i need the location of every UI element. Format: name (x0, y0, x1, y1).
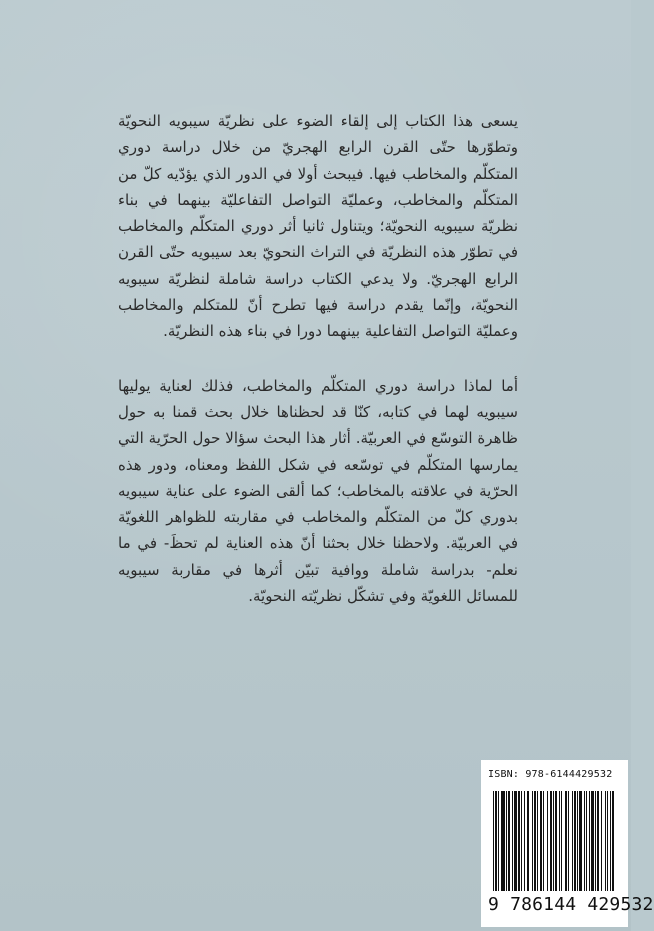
barcode-digits: 9 786144 429532 (488, 894, 654, 915)
isbn-label: ISBN: 978-6144429532 (488, 769, 613, 780)
description-text (118, 108, 518, 609)
isbn-barcode (481, 760, 654, 927)
barcode-bars (493, 791, 616, 891)
description-paragraph-1: يسعى هذا الكتاب إلى إلقاء الضوء على نظريّة سيبويه النحويّة وتطوّرها حتّى القرن الرابع الهجريّ من خلال دراسة دوري المتكلّم والمخاطب فيها. فيبحث أولا في الدور الذي يؤدّيه كلّ من المتكلّم والمخاطب، وعمليّة التواصل التفاعليّة بينهما في بناء نظريّة سيبويه النحويّة؛ ويتناول ثانيا أثر دوري المتكلّم والمخاطب في تطوّر هذه النظريّة في التراث النحويّ بعد سيبويه حتّى القرن الرابع الهجريّ. ولا يدعي الكتاب دراسة شاملة لنظريّة سيبويه النحويّة، وإنّما يقدم دراسة فيها تطرح أنّ للمتكلم والمخاطب وعمليّة التواصل التفاعلية بينهما دورا في بناء هذه النظريّة. (118, 112, 518, 341)
description-paragraph-2: أما لماذا دراسة دوري المتكلّم والمخاطب، فذلك لعناية يوليها سيبويه لهما في كتابه، كنّا قد لحظناها خلال بحث قمنا به حول ظاهرة التوسّع في العربيّة. أثار هذا البحث سؤالا حول الحرّية التي يمارسها المتكلّم في توسّعه في شكل اللفظ ومعناه، ودور هذه الحرّية في علاقته بالمخاطب؛ كما ألقى الضوء على عناية سيبويه بدوري كلّ من المتكلّم والمخاطب في مقاربته للظواهر اللغويّة في العربيّة. ولاحظنا خلال بحثنا أنّ هذه العناية لم تحظَ- في ما نعلم- بدراسة شاملة ووافية تبيّن أثرها في مقاربة سيبويه للمسائل اللغويّة وفي تشكّل نظريّته النحويّة. (118, 376, 518, 606)
barcode-space (614, 791, 615, 891)
